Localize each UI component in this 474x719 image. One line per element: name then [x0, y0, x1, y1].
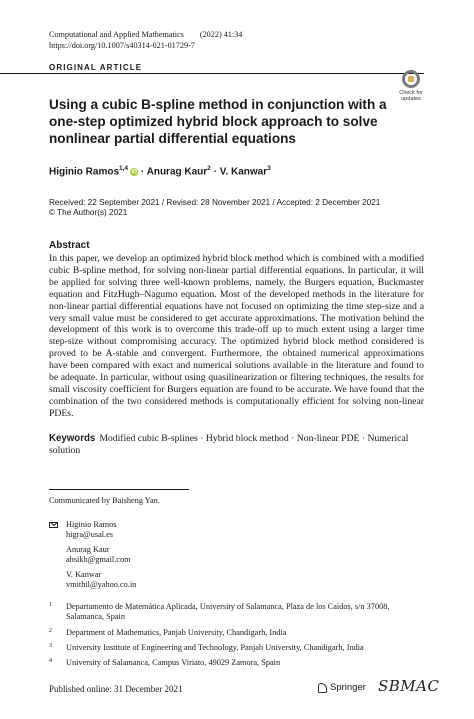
author-name[interactable]: V. Kanwar: [219, 166, 268, 178]
affiliation-text: University of Salamanca, Campus Viriato, 49029 Zamora, Spain: [66, 658, 281, 667]
author-affiliation-marker: 2: [207, 165, 211, 172]
orcid-icon[interactable]: iD: [131, 169, 137, 176]
contact-name: Higinio Ramos: [66, 520, 117, 529]
journal-line: [49, 29, 242, 40]
affiliation-number: 4: [49, 658, 52, 664]
envelope-icon: [49, 522, 58, 528]
author-name[interactable]: Higinio Ramos: [49, 166, 120, 178]
contact-entry: [66, 520, 116, 540]
contact-entry: [66, 545, 131, 565]
abstract-heading: Abstract: [49, 240, 90, 251]
article-history-dates: Received: 22 September 2021 / Revised: 28 November 2021 / Accepted: 2 December 2021: [49, 198, 381, 207]
author-list: [49, 162, 271, 178]
footnote-divider: [49, 489, 189, 490]
springer-horse-icon: [318, 683, 327, 693]
contact-name: V. Kanwar: [66, 570, 102, 579]
contact-entry: [66, 570, 136, 590]
crossmark-label: Check for updates: [399, 90, 423, 102]
author-affiliation-marker: 1,4: [119, 165, 129, 172]
springer-logo: [318, 682, 366, 694]
affiliation-text: University Institute of Engineering and Technology, Panjab University, Chandigarh, India: [66, 643, 364, 652]
publisher-name: Springer: [330, 682, 366, 693]
author-name[interactable]: Anurag Kaur: [146, 166, 208, 178]
author-affiliation-marker: 3: [267, 165, 271, 172]
crossmark-icon: [402, 70, 420, 88]
abstract-text: In this paper, we develop an optimized hybrid block method which is combined with a modified cubic B-spline method, for solving non-linear partial differential equations. In particular, it will be applied for solving three well-known problems, namely, the Burgers equation, Buckmaster equation and FitzHugh–Nagumo equation. Most of the developed methods in the literature for non-linear partial differential equations have not focused on optimizing the time step-size and a very small value must be considered to get accurate approximations. The motivation behind the development of this work is to overcome this trade-off up to much extent using a larger time step-size without compromising accuracy. The optimized hybrid block method considered is proved to be A-stable and convergent. Furthermore, the obtained numerical approximations have been compared with exact and numerical solutions available in the literature and found to be adequate. In particular, without using quasilinearization or filtering techniques, the results for small viscosity coefficient for Burgers equation are found to be accurate. We have found that the combination of the two considered methods is computationally efficient for solving non-linear PDEs.: [49, 253, 424, 419]
author-separator: ·: [140, 166, 145, 178]
published-online: Published online: 31 December 2021: [49, 684, 183, 694]
journal-name: Computational and Applied Mathematics: [49, 30, 184, 39]
contact-name: Anurag Kaur: [66, 545, 110, 554]
sbmac-logo: SBMAC: [378, 677, 440, 695]
keywords: [49, 433, 424, 457]
keywords-text: Modified cubic B-splines · Hybrid block method · Non-linear PDE · Numerical solution: [49, 433, 409, 456]
article-type-label: ORIGINAL ARTICLE: [49, 63, 143, 72]
author-separator: ·: [213, 166, 217, 178]
affiliation-number: 2: [49, 628, 52, 634]
contact-email[interactable]: ahsikh@gmail.com: [66, 555, 131, 565]
copyright-notice: © The Author(s) 2021: [49, 208, 128, 217]
journal-volume: (2022) 41:34: [199, 30, 243, 39]
communicated-by: Communicated by Baisheng Yan.: [49, 496, 160, 505]
affiliation-number: 1: [49, 602, 52, 608]
article-title: Using a cubic B-spline method in conjunction with a one-step optimized hybrid block approach to solve nonlinear partial differential equations: [49, 97, 387, 146]
keywords-label: Keywords: [49, 433, 96, 444]
affiliation-text: Departamento de Matemática Aplicada, University of Salamanca, Plaza de los Caídos, s/n 37008, Salamanca, Spain: [66, 602, 390, 621]
crossmark-badge[interactable]: [394, 70, 428, 104]
contact-email[interactable]: higra@usal.es: [66, 530, 114, 540]
affiliation-number: 3: [49, 643, 52, 649]
contact-email[interactable]: vmithil@yahoo.co.in: [66, 580, 137, 590]
affiliation-text: Department of Mathematics, Panjab University, Chandigarh, India: [66, 628, 287, 637]
doi-link[interactable]: https://doi.org/10.1007/s40314-021-01729-7: [49, 41, 195, 50]
